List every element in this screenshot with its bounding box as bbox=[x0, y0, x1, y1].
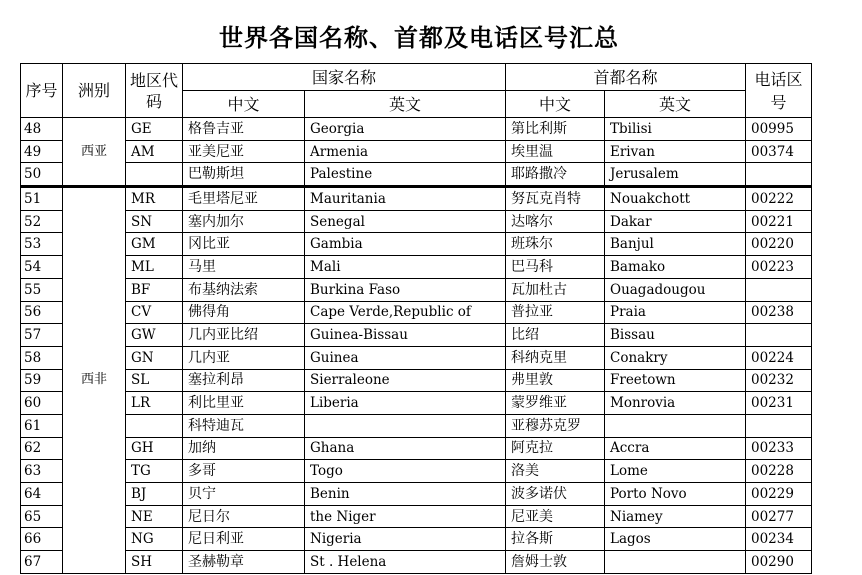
capital-english-cell bbox=[605, 414, 746, 437]
capital-chinese-cell: 蒙罗维亚 bbox=[506, 392, 605, 415]
table-row bbox=[21, 437, 812, 460]
country-english-cell: Senegal bbox=[305, 210, 506, 233]
capital-english-cell: Tbilisi bbox=[605, 118, 746, 141]
table-row bbox=[21, 187, 812, 211]
seq-cell: 50 bbox=[21, 163, 63, 187]
table-row bbox=[21, 256, 812, 279]
capital-chinese-cell: 巴马科 bbox=[506, 256, 605, 279]
capital-english-cell: Accra bbox=[605, 437, 746, 460]
phone-code-cell: 00221 bbox=[746, 210, 812, 233]
region-code-cell: CV bbox=[126, 301, 183, 324]
phone-code-cell: 00995 bbox=[746, 118, 812, 141]
phone-code-cell bbox=[746, 163, 812, 187]
region-code-cell: TG bbox=[126, 460, 183, 483]
table-row bbox=[21, 460, 812, 483]
capital-english-cell: Niamey bbox=[605, 505, 746, 528]
region-code-cell bbox=[126, 163, 183, 187]
country-english-cell: St . Helena bbox=[305, 551, 506, 574]
header-phone-code: 电话区号 bbox=[746, 64, 812, 118]
table-row bbox=[21, 301, 812, 324]
capital-chinese-cell: 亚穆苏克罗 bbox=[506, 414, 605, 437]
capital-english-cell: Banjul bbox=[605, 233, 746, 256]
country-chinese-cell: 几内亚比绍 bbox=[183, 324, 305, 347]
country-english-cell: Georgia bbox=[305, 118, 506, 141]
country-chinese-cell: 尼日尔 bbox=[183, 505, 305, 528]
capital-english-cell: Lagos bbox=[605, 528, 746, 551]
country-english-cell: Guinea bbox=[305, 346, 506, 369]
country-english-cell: Gambia bbox=[305, 233, 506, 256]
country-english-cell: Palestine bbox=[305, 163, 506, 187]
country-chinese-cell: 冈比亚 bbox=[183, 233, 305, 256]
region-code-cell: GN bbox=[126, 346, 183, 369]
region-code-cell: AM bbox=[126, 140, 183, 163]
continent-cell: 西非 bbox=[63, 187, 126, 574]
country-english-cell: Nigeria bbox=[305, 528, 506, 551]
country-chinese-cell: 毛里塔尼亚 bbox=[183, 187, 305, 211]
region-code-cell: NE bbox=[126, 505, 183, 528]
country-english-cell: Liberia bbox=[305, 392, 506, 415]
country-english-cell: Mali bbox=[305, 256, 506, 279]
phone-code-cell: 00374 bbox=[746, 140, 812, 163]
header-continent: 洲别 bbox=[63, 64, 126, 118]
country-chinese-cell: 马里 bbox=[183, 256, 305, 279]
header-country-english: 英文 bbox=[305, 91, 506, 118]
seq-cell: 56 bbox=[21, 301, 63, 324]
capital-chinese-cell: 洛美 bbox=[506, 460, 605, 483]
capital-chinese-cell: 达喀尔 bbox=[506, 210, 605, 233]
region-code-cell: BF bbox=[126, 278, 183, 301]
capital-chinese-cell: 埃里温 bbox=[506, 140, 605, 163]
seq-cell: 51 bbox=[21, 187, 63, 211]
region-code-cell: ML bbox=[126, 256, 183, 279]
phone-code-cell bbox=[746, 324, 812, 347]
seq-cell: 55 bbox=[21, 278, 63, 301]
phone-code-cell: 00228 bbox=[746, 460, 812, 483]
capital-chinese-cell: 拉各斯 bbox=[506, 528, 605, 551]
page-title: 世界各国名称、首都及电话区号汇总 bbox=[219, 24, 619, 52]
country-chinese-cell: 塞内加尔 bbox=[183, 210, 305, 233]
region-code-cell: NG bbox=[126, 528, 183, 551]
continent-cell: 西亚 bbox=[63, 118, 126, 187]
capital-chinese-cell: 科纳克里 bbox=[506, 346, 605, 369]
capital-chinese-cell: 尼亚美 bbox=[506, 505, 605, 528]
capital-chinese-cell: 比绍 bbox=[506, 324, 605, 347]
region-code-cell: SL bbox=[126, 369, 183, 392]
table-row bbox=[21, 551, 812, 574]
table-body bbox=[21, 118, 812, 574]
phone-code-cell: 00231 bbox=[746, 392, 812, 415]
capital-english-cell: Bissau bbox=[605, 324, 746, 347]
seq-cell: 59 bbox=[21, 369, 63, 392]
table-row bbox=[21, 118, 812, 141]
country-chinese-cell: 尼日利亚 bbox=[183, 528, 305, 551]
phone-code-cell bbox=[746, 278, 812, 301]
region-code-cell: SH bbox=[126, 551, 183, 574]
header-capital-name: 首都名称 bbox=[506, 64, 746, 91]
country-english-cell: Sierraleone bbox=[305, 369, 506, 392]
country-english-cell bbox=[305, 414, 506, 437]
region-code-cell: GE bbox=[126, 118, 183, 141]
header-country-name: 国家名称 bbox=[183, 64, 506, 91]
header-country-chinese: 中文 bbox=[183, 91, 305, 118]
country-english-cell: the Niger bbox=[305, 505, 506, 528]
phone-code-cell: 00232 bbox=[746, 369, 812, 392]
table-row bbox=[21, 233, 812, 256]
header-capital-english: 英文 bbox=[605, 91, 746, 118]
capital-english-cell: Erivan bbox=[605, 140, 746, 163]
table-row bbox=[21, 278, 812, 301]
capital-english-cell: Bamako bbox=[605, 256, 746, 279]
table-row bbox=[21, 505, 812, 528]
phone-code-cell: 00229 bbox=[746, 483, 812, 506]
capital-english-cell: Nouakchott bbox=[605, 187, 746, 211]
country-chinese-cell: 利比里亚 bbox=[183, 392, 305, 415]
table-row bbox=[21, 414, 812, 437]
country-english-cell: Ghana bbox=[305, 437, 506, 460]
country-chinese-cell: 多哥 bbox=[183, 460, 305, 483]
country-english-cell: Togo bbox=[305, 460, 506, 483]
region-code-cell bbox=[126, 414, 183, 437]
capital-english-cell: Lome bbox=[605, 460, 746, 483]
region-code-cell: BJ bbox=[126, 483, 183, 506]
country-english-cell: Armenia bbox=[305, 140, 506, 163]
table-row bbox=[21, 163, 812, 187]
table-row bbox=[21, 140, 812, 163]
country-chinese-cell: 贝宁 bbox=[183, 483, 305, 506]
capital-english-cell: Monrovia bbox=[605, 392, 746, 415]
seq-cell: 67 bbox=[21, 551, 63, 574]
country-table bbox=[20, 63, 812, 574]
capital-chinese-cell: 班珠尔 bbox=[506, 233, 605, 256]
country-chinese-cell: 加纳 bbox=[183, 437, 305, 460]
capital-chinese-cell: 努瓦克肖特 bbox=[506, 187, 605, 211]
table-row bbox=[21, 324, 812, 347]
country-chinese-cell: 格鲁吉亚 bbox=[183, 118, 305, 141]
country-chinese-cell: 科特迪瓦 bbox=[183, 414, 305, 437]
phone-code-cell: 00290 bbox=[746, 551, 812, 574]
country-chinese-cell: 塞拉利昂 bbox=[183, 369, 305, 392]
country-chinese-cell: 布基纳法索 bbox=[183, 278, 305, 301]
phone-code-cell bbox=[746, 414, 812, 437]
country-chinese-cell: 几内亚 bbox=[183, 346, 305, 369]
phone-code-cell: 00234 bbox=[746, 528, 812, 551]
country-chinese-cell: 佛得角 bbox=[183, 301, 305, 324]
phone-code-cell: 00233 bbox=[746, 437, 812, 460]
capital-chinese-cell: 瓦加杜古 bbox=[506, 278, 605, 301]
capital-chinese-cell: 阿克拉 bbox=[506, 437, 605, 460]
capital-english-cell: Dakar bbox=[605, 210, 746, 233]
capital-english-cell bbox=[605, 551, 746, 574]
country-english-cell: Benin bbox=[305, 483, 506, 506]
seq-cell: 58 bbox=[21, 346, 63, 369]
country-english-cell: Cape Verde,Republic of bbox=[305, 301, 506, 324]
table-row bbox=[21, 528, 812, 551]
seq-cell: 66 bbox=[21, 528, 63, 551]
table-row bbox=[21, 210, 812, 233]
country-chinese-cell: 亚美尼亚 bbox=[183, 140, 305, 163]
country-english-cell: Mauritania bbox=[305, 187, 506, 211]
phone-code-cell: 00223 bbox=[746, 256, 812, 279]
country-english-cell: Guinea-Bissau bbox=[305, 324, 506, 347]
capital-english-cell: Conakry bbox=[605, 346, 746, 369]
header-seq: 序号 bbox=[21, 64, 63, 118]
seq-cell: 57 bbox=[21, 324, 63, 347]
header-capital-chinese: 中文 bbox=[506, 91, 605, 118]
capital-english-cell: Porto Novo bbox=[605, 483, 746, 506]
seq-cell: 61 bbox=[21, 414, 63, 437]
seq-cell: 54 bbox=[21, 256, 63, 279]
phone-code-cell: 00222 bbox=[746, 187, 812, 211]
table-row bbox=[21, 483, 812, 506]
seq-cell: 53 bbox=[21, 233, 63, 256]
capital-chinese-cell: 普拉亚 bbox=[506, 301, 605, 324]
region-code-cell: SN bbox=[126, 210, 183, 233]
table-row bbox=[21, 392, 812, 415]
seq-cell: 62 bbox=[21, 437, 63, 460]
phone-code-cell: 00220 bbox=[746, 233, 812, 256]
region-code-cell: LR bbox=[126, 392, 183, 415]
country-chinese-cell: 圣赫勒章 bbox=[183, 551, 305, 574]
seq-cell: 65 bbox=[21, 505, 63, 528]
capital-chinese-cell: 耶路撒冷 bbox=[506, 163, 605, 187]
seq-cell: 49 bbox=[21, 140, 63, 163]
capital-chinese-cell: 詹姆士敦 bbox=[506, 551, 605, 574]
header-region-code: 地区代码 bbox=[126, 64, 183, 118]
phone-code-cell: 00238 bbox=[746, 301, 812, 324]
table-row bbox=[21, 369, 812, 392]
seq-cell: 48 bbox=[21, 118, 63, 141]
region-code-cell: GH bbox=[126, 437, 183, 460]
phone-code-cell: 00277 bbox=[746, 505, 812, 528]
capital-english-cell: Ouagadougou bbox=[605, 278, 746, 301]
region-code-cell: MR bbox=[126, 187, 183, 211]
table-header bbox=[21, 64, 812, 118]
phone-code-cell: 00224 bbox=[746, 346, 812, 369]
capital-chinese-cell: 第比利斯 bbox=[506, 118, 605, 141]
capital-english-cell: Freetown bbox=[605, 369, 746, 392]
region-code-cell: GW bbox=[126, 324, 183, 347]
country-chinese-cell: 巴勒斯坦 bbox=[183, 163, 305, 187]
table-row bbox=[21, 346, 812, 369]
capital-chinese-cell: 弗里敦 bbox=[506, 369, 605, 392]
capital-english-cell: Jerusalem bbox=[605, 163, 746, 187]
seq-cell: 63 bbox=[21, 460, 63, 483]
seq-cell: 52 bbox=[21, 210, 63, 233]
seq-cell: 64 bbox=[21, 483, 63, 506]
seq-cell: 60 bbox=[21, 392, 63, 415]
country-english-cell: Burkina Faso bbox=[305, 278, 506, 301]
region-code-cell: GM bbox=[126, 233, 183, 256]
capital-chinese-cell: 波多诺伏 bbox=[506, 483, 605, 506]
capital-english-cell: Praia bbox=[605, 301, 746, 324]
